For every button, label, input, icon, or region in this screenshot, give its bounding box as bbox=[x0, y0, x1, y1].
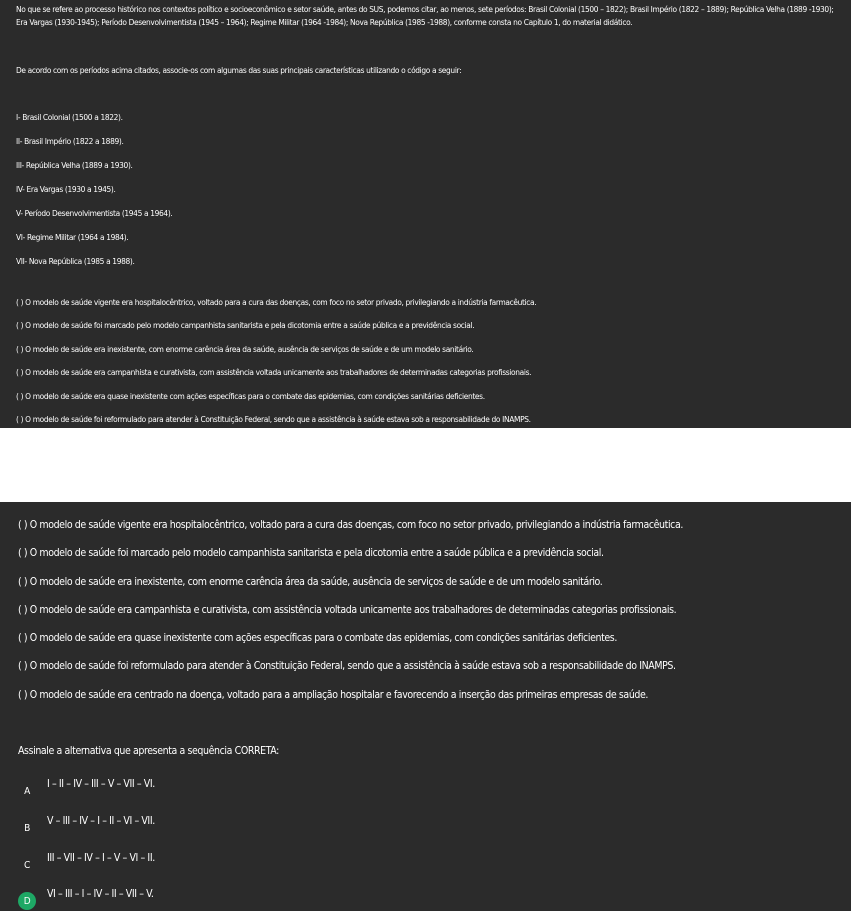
alternative-d[interactable] bbox=[18, 888, 153, 910]
period-item: II- Brasil Império (1822 a 1889). bbox=[16, 136, 124, 146]
period-item: VII- Nova República (1985 a 1988). bbox=[16, 256, 135, 266]
alternative-a[interactable] bbox=[18, 778, 155, 800]
statement-item: ( ) O modelo de saúde vigente era hospitalocêntrico, voltado para a cura das doenças, com foco no setor privado, privilegiando a indústria farmacêutica. bbox=[16, 297, 537, 307]
period-item: III- República Velha (1889 a 1930). bbox=[16, 160, 133, 170]
alternative-letter: C bbox=[24, 859, 30, 871]
period-item: VI- Regime Militar (1964 a 1984). bbox=[16, 232, 129, 242]
instruction-text: De acordo com os períodos acima citados, associe-os com algumas das suas principais características utilizando o código a seguir: bbox=[16, 65, 462, 75]
period-item: IV- Era Vargas (1930 a 1945). bbox=[16, 184, 116, 194]
alternative-letter: B bbox=[24, 822, 30, 834]
statement-item: ( ) O modelo de saúde era quase inexistente com ações específicas para o combate das epidemias, com condições sanitárias deficientes. bbox=[16, 390, 485, 401]
question-panel-bottom bbox=[0, 502, 851, 911]
alternative-letter-selected: D bbox=[18, 892, 36, 910]
statement-item: ( ) O modelo de saúde era campanhista e curativista, com assistência voltada unicamente aos trabalhadores de determinadas categorias profissionais. bbox=[16, 367, 532, 378]
alternative-c[interactable] bbox=[18, 852, 155, 874]
alternative-text: V – III – IV – I – II – VI – VII. bbox=[47, 815, 155, 827]
alternative-text: VI – III – I – IV – II – VII – V. bbox=[47, 888, 154, 900]
alternative-letter: A bbox=[24, 785, 30, 797]
period-item: V- Período Desenvolvimentista (1945 a 1964). bbox=[16, 208, 173, 218]
alternative-b[interactable] bbox=[18, 815, 155, 837]
statement-item: ( ) O modelo de saúde era inexistente, com enorme carência área da saúde, ausência de serviços de saúde e de um modelo sanitário. bbox=[18, 575, 603, 588]
intro-text: No que se refere ao processo histórico nos contextos político e socioeconômico e setor saúde, antes do SUS, podemos citar, ao menos, sete períodos: Brasil Colonial (1500 – 1822); Brasil Império (1822 – 1889); República Velha (1889 -1930); Era Vargas (1930-1945); Período Desenvolvimentista (1945 – 1964); Regime Militar (1964 -1984); Nova República (1985 -1988), conforme consta no Capítulo 1, do material didático. bbox=[16, 4, 834, 27]
statement-list-top bbox=[16, 297, 536, 437]
statement-item: ( ) O modelo de saúde foi marcado pelo modelo campanhista sanitarista e pela dicotomia entre a saúde pública e a previdência social. bbox=[16, 320, 475, 331]
statement-item: ( ) O modelo de saúde era centrado na doença, voltado para a ampliação hospitalar e favorecendo a inserção das primeiras empresas de saúde. bbox=[18, 688, 649, 701]
statement-list-bottom bbox=[18, 519, 683, 717]
statement-item: ( ) O modelo de saúde era quase inexistente com ações específicas para o combate das epidemias, com condições sanitárias deficientes. bbox=[18, 632, 617, 645]
alternative-text: I – II – IV – III – V – VII – VI. bbox=[47, 778, 155, 790]
alternative-text: III – VII – IV – I – V – VI – II. bbox=[47, 852, 155, 864]
question-prompt: Assinale a alternativa que apresenta a sequência CORRETA: bbox=[18, 745, 279, 757]
statement-item: ( ) O modelo de saúde era inexistente, com enorme carência área da saúde, ausência de serviços de saúde e de um modelo sanitário. bbox=[16, 343, 474, 354]
blank-gap bbox=[0, 428, 851, 502]
statement-item: ( ) O modelo de saúde vigente era hospitalocêntrico, voltado para a cura das doenças, com foco no setor privado, privilegiando a indústria farmacêutica. bbox=[18, 519, 683, 531]
statement-item: ( ) O modelo de saúde foi reformulado para atender à Constituição Federal, sendo que a assistência à saúde estava sob a responsabilidade do INAMPS. bbox=[18, 660, 676, 673]
period-list bbox=[16, 111, 172, 279]
statement-item: ( ) O modelo de saúde foi marcado pelo modelo campanhista sanitarista e pela dicotomia entre a saúde pública e a previdência social. bbox=[18, 547, 604, 560]
statement-item: ( ) O modelo de saúde era campanhista e curativista, com assistência voltada unicamente aos trabalhadores de determinadas categorias profissionais. bbox=[18, 603, 677, 616]
period-item: I- Brasil Colonial (1500 a 1822). bbox=[16, 112, 123, 122]
question-panel-top bbox=[0, 0, 851, 428]
statement-item: ( ) O modelo de saúde foi reformulado para atender à Constituição Federal, sendo que a assistência à saúde estava sob a responsabilidade do INAMPS. bbox=[16, 413, 531, 424]
